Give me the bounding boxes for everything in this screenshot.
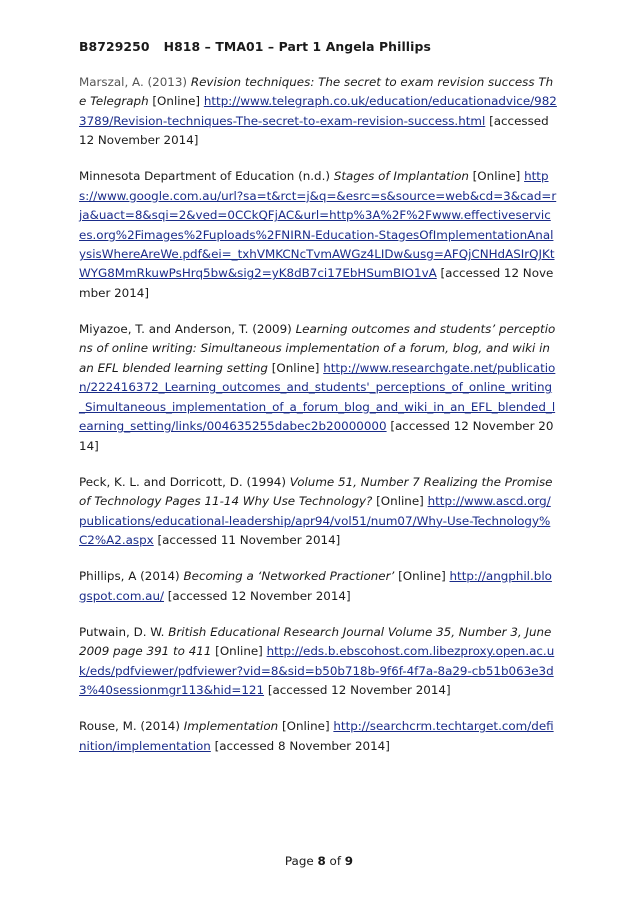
reference-link[interactable]: http://eds.b.ebscohost.com.libezproxy.open.ac.uk/eds/pdfviewer/pdfviewer?vid=8&sid=b50b718b-9f6f-4f7a-8a29-cb51b063e3d3%40sessionmgr113&hid=121: [79, 644, 555, 697]
reference-author: Phillips, A (2014): [79, 569, 184, 584]
reference-online-tag: [Online]: [211, 644, 263, 659]
reference-item: [79, 167, 557, 303]
reference-link[interactable]: http://www.telegraph.co.uk/education/educationadvice/9823789/Revision-techniques-The-secret-to-exam-revision-success.html: [79, 94, 557, 128]
total-page-number: 9: [344, 854, 354, 868]
reference-title: Learning outcomes and students’ perceptions of online writing: Simultaneous implementation of a forum, blog, and wiki in an EFL blended learning setting: [79, 322, 556, 375]
of-word: of: [325, 854, 345, 868]
reference-title: Stages of Implantation: [333, 169, 469, 184]
reference-online-tag: [Online]: [267, 360, 320, 375]
reference-accessed: [accessed 12 November 2014]: [79, 113, 549, 148]
reference-item: [79, 567, 557, 606]
reference-item: [79, 473, 557, 551]
reference-author: Peck, K. L. and Dorricott, D. (1994): [79, 474, 290, 489]
reference-item: [79, 73, 557, 151]
reference-author: Putwain, D. W.: [79, 624, 169, 639]
reference-item: [79, 320, 557, 456]
page-word: Page: [284, 854, 318, 868]
reference-title: Implementation: [183, 719, 279, 734]
reference-title: Volume 51, Number 7 Realizing the Promise of Technology Pages 11-14 Why Use Technology?: [79, 474, 553, 509]
reference-accessed: [accessed 12 November 2014]: [79, 419, 554, 453]
reference-link[interactable]: https://www.google.com.au/url?sa=t&rct=j&q=&esrc=s&source=web&cd=3&cad=rja&uact=8&sqi=2&ved=0CCkQFjAC&url=http%3A%2F%2Fwww.effectiveservices.org%2Fimages%2Fuploads%2FNIRN-Education-StagesOfImplementationAnalysisWhereAreWe.pdf&ei=_txhVMKCNcTvmAWGz4LIDw&usg=AFQjCNHdASIrQJKtWYG8MmRkuwPsHrq5bw&sig2=yK8dB7ci17EbHSumBIO1vA: [79, 169, 557, 281]
reference-online-tag: [Online]: [278, 719, 330, 734]
reference-author: Rouse, M. (2014): [79, 719, 184, 734]
reference-author: Marszal, A. (2013): [79, 75, 191, 89]
reference-online-tag: [Online]: [394, 569, 446, 584]
reference-link[interactable]: http://www.ascd.org/publications/educational-leadership/apr94/vol51/num07/Why-Use-Technology%C2%A2.aspx: [79, 494, 551, 547]
page-footer: [0, 854, 638, 868]
reference-author: Miyazoe, T. and Anderson, T. (2009): [79, 322, 296, 337]
reference-online-tag: [Online]: [372, 494, 424, 509]
reference-online-tag: [Online]: [468, 169, 521, 184]
current-page-number: 8: [317, 854, 326, 868]
reference-link[interactable]: http://www.researchgate.net/publication/222416372_Learning_outcomes_and_students'_perceptions_of_online_writing_Simultaneous_implementation_of_a_forum_blog_and_wiki_in_an_EFL_blended_learning_setting/links/004635255dabec2b20000000: [79, 360, 556, 434]
reference-title: Revision techniques: The secret to exam revision success The Telegraph: [79, 75, 554, 109]
reference-title: Becoming a ‘Networked Practioner’: [183, 569, 395, 584]
reference-item: [79, 623, 557, 701]
page-header: [79, 39, 431, 54]
reference-accessed: [accessed 12 November 2014]: [79, 266, 554, 300]
reference-accessed: [accessed 8 November 2014]: [210, 738, 390, 753]
reference-accessed: [accessed 11 November 2014]: [153, 532, 341, 547]
student-id: B8729250: [79, 39, 150, 54]
reference-online-tag: [Online]: [148, 94, 201, 109]
reference-item: [79, 717, 557, 756]
reference-author: Minnesota Department of Education (n.d.): [79, 169, 334, 184]
reference-link[interactable]: http://angphil.blogspot.com.au/: [79, 569, 552, 603]
reference-link[interactable]: http://searchcrm.techtarget.com/definition/implementation: [79, 719, 554, 753]
reference-accessed: [accessed 12 November 2014]: [164, 588, 351, 603]
reference-list: [79, 73, 557, 773]
reference-title: British Educational Research Journal Volume 35, Number 3, June 2009 page 391 to 411: [79, 624, 552, 659]
course-title: H818 – TMA01 – Part 1 Angela Phillips: [163, 39, 431, 54]
reference-accessed: [accessed 12 November 2014]: [264, 682, 451, 697]
